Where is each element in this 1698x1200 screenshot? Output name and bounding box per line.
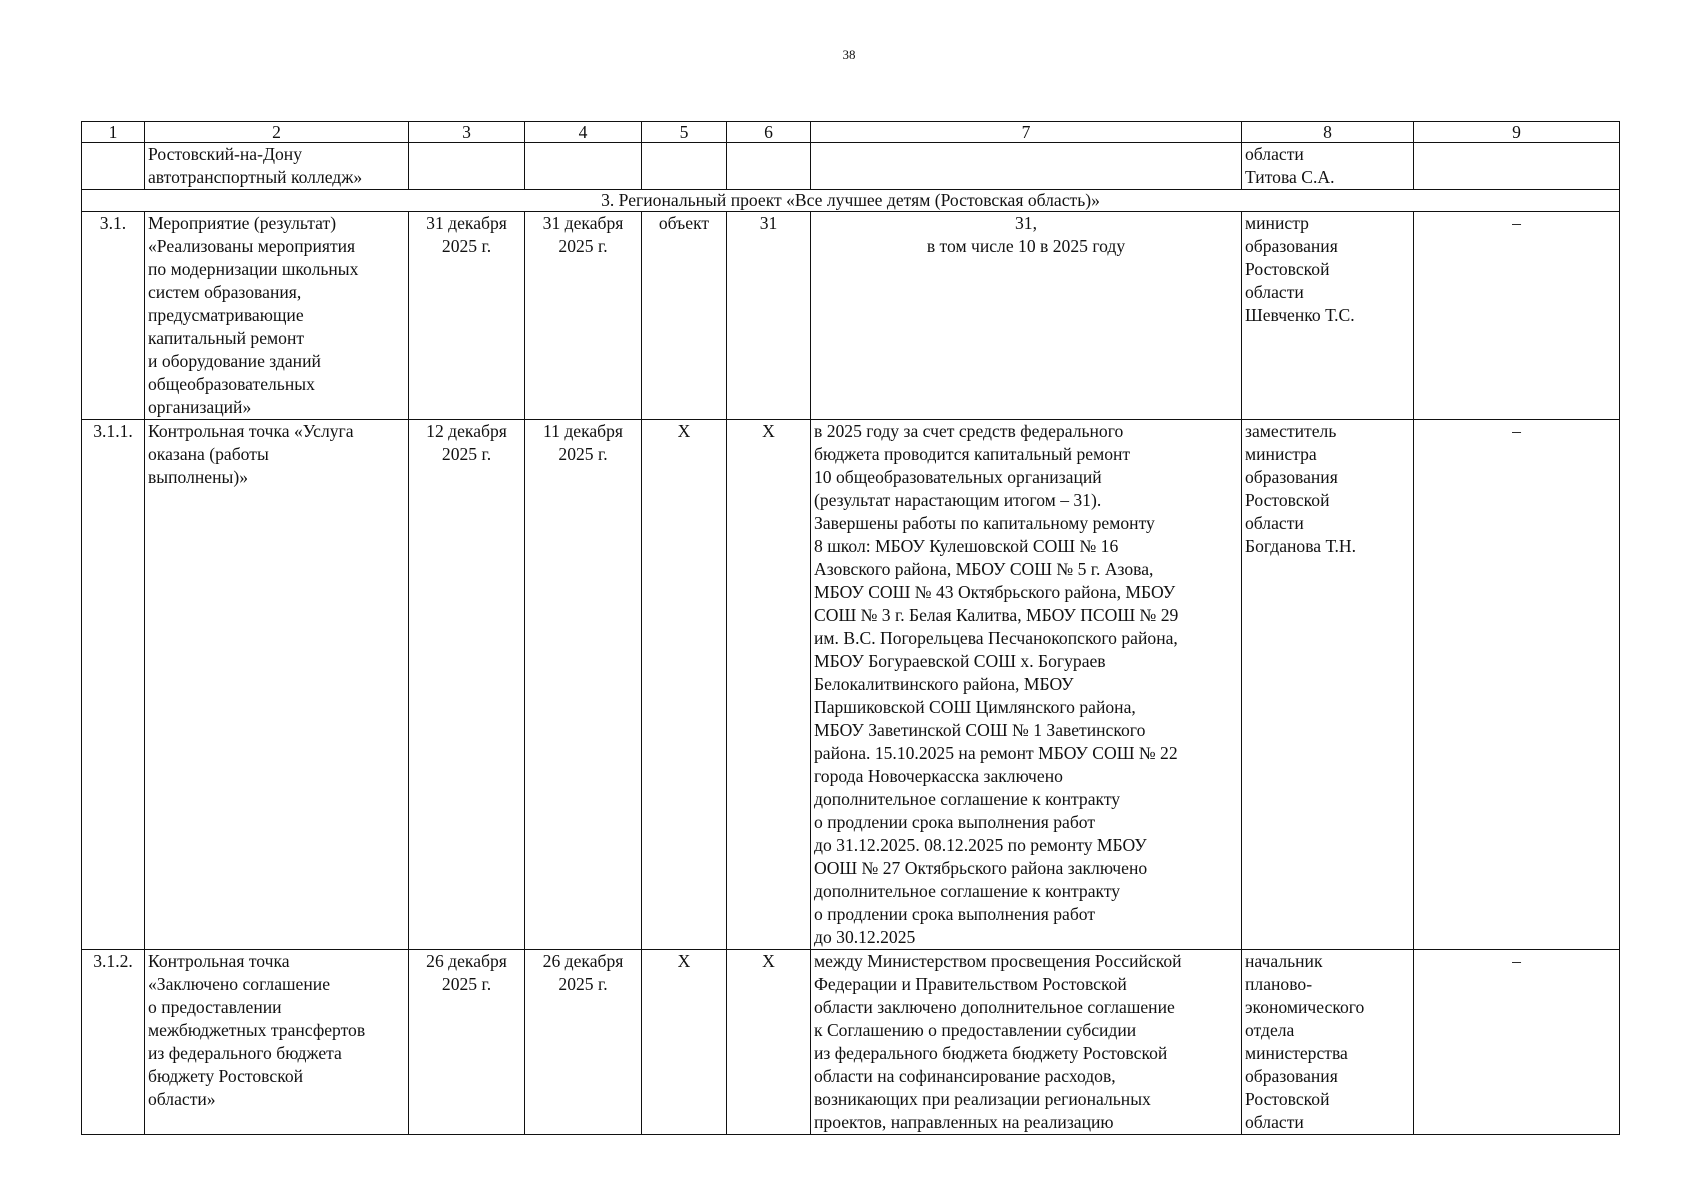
column-number-header-row xyxy=(82,122,1620,143)
cell-note xyxy=(1414,143,1620,190)
cell-fact-date: 26 декабря 2025 г. xyxy=(525,950,642,1135)
cell-value: 31 xyxy=(727,212,811,420)
table-row xyxy=(82,212,1620,420)
cell-info: 31, в том числе 10 в 2025 году xyxy=(811,212,1242,420)
cell-fact-date xyxy=(525,143,642,190)
column-number-header: 4 xyxy=(525,122,642,143)
page-number: 38 xyxy=(842,47,856,62)
cell-unit: Х xyxy=(642,420,727,950)
cell-plan-date: 26 декабря 2025 г. xyxy=(409,950,525,1135)
cell-fact-date: 31 декабря 2025 г. xyxy=(525,212,642,420)
cell-plan-date xyxy=(409,143,525,190)
cell-value: Х xyxy=(727,950,811,1135)
cell-number xyxy=(82,143,145,190)
column-number-header: 6 xyxy=(727,122,811,143)
table-row xyxy=(82,420,1620,950)
cell-responsible: заместитель министра образования Ростовской области Богданова Т.Н. xyxy=(1242,420,1414,950)
column-number-header: 8 xyxy=(1242,122,1414,143)
cell-unit: объект xyxy=(642,212,727,420)
section-row xyxy=(82,190,1620,212)
cell-info: в 2025 году за счет средств федерального бюджета проводится капитальный ремонт 10 общеобразовательных организаций (результат нарастающим итогом – 31). Завершены работы по капитальному ремонту 8 школ: МБОУ Кулешовской СОШ № 16 Азовского района, МБОУ СОШ № 5 г. Азова, МБОУ СОШ № 43 Октябрьского района, МБОУ СОШ № 3 г. Белая Калитва, МБОУ ПСОШ № 29 им. В.С. Погорельцева Песчанокопского района, МБОУ Богураевской СОШ х. Богураев Белокалитвинского района, МБОУ Паршиковской СОШ Цимлянского района, МБОУ Заветинской СОШ № 1 Заветинского района. 15.10.2025 на ремонт МБОУ СОШ № 22 города Новочеркасска заключено дополнительное соглашение к контракту о продлении срока выполнения работ до 31.12.2025. 08.12.2025 по ремонту МБОУ ООШ № 27 Октябрьского района заключено дополнительное соглашение к контракту о продлении срока выполнения работ до 30.12.2025 xyxy=(811,420,1242,950)
column-number-header: 2 xyxy=(145,122,409,143)
cell-value xyxy=(727,143,811,190)
cell-fact-date: 11 декабря 2025 г. xyxy=(525,420,642,950)
table-row xyxy=(82,950,1620,1135)
cell-value: Х xyxy=(727,420,811,950)
cell-info xyxy=(811,143,1242,190)
cell-name: Контрольная точка «Заключено соглашение о предоставлении межбюджетных трансфертов из федерального бюджета бюджету Ростовской области» xyxy=(145,950,409,1135)
column-number-header: 9 xyxy=(1414,122,1620,143)
report-table xyxy=(81,121,1620,1135)
section-title: 3. Региональный проект «Все лучшее детям (Ростовская область)» xyxy=(82,190,1620,212)
cell-info: между Министерством просвещения Российской Федерации и Правительством Ростовской области заключено дополнительное соглашение к Соглашению о предоставлении субсидии из федерального бюджета бюджету Ростовской области на софинансирование расходов, возникающих при реализации региональных проектов, направленных на реализацию xyxy=(811,950,1242,1135)
cell-name: Мероприятие (результат) «Реализованы мероприятия по модернизации школьных систем образования, предусматривающие капитальный ремонт и оборудование зданий общеобразовательных организаций» xyxy=(145,212,409,420)
cell-responsible: начальник планово- экономического отдела министерства образования Ростовской области xyxy=(1242,950,1414,1135)
cell-note: – xyxy=(1414,420,1620,950)
cell-plan-date: 12 декабря 2025 г. xyxy=(409,420,525,950)
column-number-header: 3 xyxy=(409,122,525,143)
cell-name: Ростовский-на-Дону автотранспортный колледж» xyxy=(145,143,409,190)
cell-note: – xyxy=(1414,950,1620,1135)
column-number-header: 1 xyxy=(82,122,145,143)
cell-plan-date: 31 декабря 2025 г. xyxy=(409,212,525,420)
cell-number: 3.1.2. xyxy=(82,950,145,1135)
cell-unit xyxy=(642,143,727,190)
cell-name: Контрольная точка «Услуга оказана (работы выполнены)» xyxy=(145,420,409,950)
cell-responsible: министр образования Ростовской области Шевченко Т.С. xyxy=(1242,212,1414,420)
column-number-header: 7 xyxy=(811,122,1242,143)
cell-note: – xyxy=(1414,212,1620,420)
cell-number: 3.1. xyxy=(82,212,145,420)
cell-unit: Х xyxy=(642,950,727,1135)
cell-number: 3.1.1. xyxy=(82,420,145,950)
continuation-row xyxy=(82,143,1620,190)
cell-responsible: области Титова С.А. xyxy=(1242,143,1414,190)
column-number-header: 5 xyxy=(642,122,727,143)
